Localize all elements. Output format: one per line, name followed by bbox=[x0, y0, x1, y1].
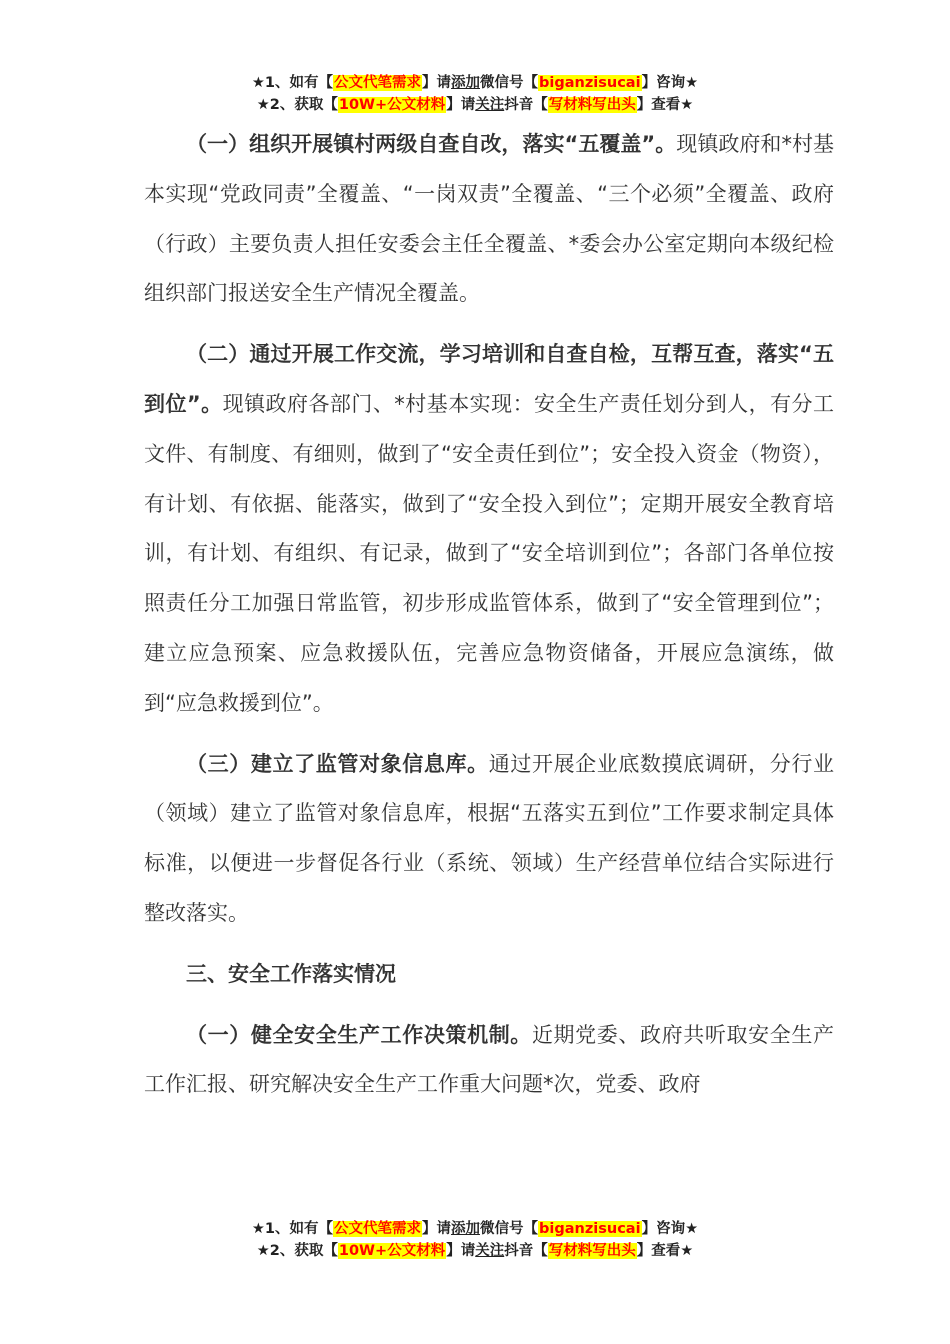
banner-text: ★1、如有【 bbox=[251, 75, 334, 91]
paragraph-five-in-place bbox=[144, 330, 834, 728]
paragraph-decision-mechanism bbox=[144, 1011, 834, 1111]
banner-text: ★2、获取【 bbox=[256, 1243, 338, 1259]
banner-line-1 bbox=[0, 72, 950, 94]
paragraph-five-coverage bbox=[144, 120, 834, 319]
banner-line-2 bbox=[0, 1240, 950, 1262]
banner-text: 】查看★ bbox=[636, 97, 694, 113]
banner-text: ★2、获取【 bbox=[256, 97, 338, 113]
paragraph-heading: （三）建立了监管对象信息库。 bbox=[186, 751, 489, 776]
banner-underlined-text: 添加 bbox=[451, 75, 481, 91]
footer-banner bbox=[0, 1218, 950, 1262]
banner-text: 抖音【 bbox=[504, 1243, 548, 1259]
paragraph-info-database bbox=[144, 740, 834, 939]
highlight-wechat-id: biganzisucai bbox=[539, 75, 641, 91]
banner-underlined-text: 添加 bbox=[451, 1221, 481, 1237]
paragraph-heading: （二）通过开展工作交流，学习培训和自查自检，互帮互查，落实“五到位”。 bbox=[144, 342, 834, 416]
document-body bbox=[144, 120, 834, 1121]
banner-underlined-text: 关注 bbox=[475, 97, 505, 113]
banner-text: 抖音【 bbox=[504, 97, 548, 113]
highlight-wechat-id: biganzisucai bbox=[539, 1221, 641, 1237]
paragraph-text: 现镇政府和*村基本实现“党政同责”全覆盖、“一岗双责”全覆盖、“三个必须”全覆盖、政府（行政）主要负责人担任安委会主任全覆盖、*委会办公室定期向本级纪检组织部门报送安全生产情况全覆盖。 bbox=[144, 132, 834, 306]
banner-text: 微信号【 bbox=[480, 75, 539, 91]
banner-text: 】查看★ bbox=[636, 1243, 694, 1259]
banner-text: 】请 bbox=[446, 1243, 476, 1259]
highlight-writing-service: 公文代笔需求 bbox=[334, 75, 422, 91]
banner-text: 微信号【 bbox=[480, 1221, 539, 1237]
header-banner bbox=[0, 72, 950, 116]
banner-line-2 bbox=[0, 94, 950, 116]
banner-text: 】咨询★ bbox=[641, 1221, 699, 1237]
banner-text: 】请 bbox=[422, 75, 452, 91]
banner-text: 】咨询★ bbox=[641, 75, 699, 91]
banner-text: ★1、如有【 bbox=[251, 1221, 334, 1237]
highlight-douyin-account: 写材料写出头 bbox=[548, 97, 636, 113]
highlight-materials: 10W+公文材料 bbox=[338, 1243, 446, 1259]
paragraph-heading: （一）健全安全生产工作决策机制。 bbox=[186, 1022, 532, 1047]
paragraph-heading: （一）组织开展镇村两级自查自改，落实“五覆盖”。 bbox=[186, 132, 677, 156]
paragraph-text: 通过开展企业底数摸底调研，分行业（领域）建立了监管对象信息库，根据“五落实五到位”工作要求制定具体标准，以便进一步督促各行业（系统、领域）生产经营单位结合实际进行整改落实。 bbox=[144, 751, 835, 925]
paragraph-text: 现镇政府各部门、*村基本实现：安全生产责任划分到人，有分工文件、有制度、有细则，做到了“安全责任到位”；安全投入资金（物资），有计划、有依据、能落实，做到了“安全投入到位”；定期开展安全教育培训，有计划、有组织、有记录，做到了“安全培训到位”；各部门各单位按照责任分工加强日常监管，初步形成监管体系，做到了“安全管理到位”；建立应急预案、应急救援队伍，完善应急物资储备，开展应急演练，做到“应急救援到位”。 bbox=[144, 391, 834, 715]
highlight-writing-service: 公文代笔需求 bbox=[334, 1221, 422, 1237]
section-title: 三、安全工作落实情况 bbox=[186, 961, 396, 986]
highlight-materials: 10W+公文材料 bbox=[338, 97, 446, 113]
highlight-douyin-account: 写材料写出头 bbox=[548, 1243, 636, 1259]
banner-underlined-text: 关注 bbox=[475, 1243, 505, 1259]
paragraph-text: 近期党委、政府共听取安全生产工作汇报、研究解决安全生产工作重大问题*次，党委、政府 bbox=[144, 1022, 835, 1097]
banner-text: 】请 bbox=[422, 1221, 452, 1237]
banner-line-1 bbox=[0, 1218, 950, 1240]
banner-text: 】请 bbox=[446, 97, 476, 113]
